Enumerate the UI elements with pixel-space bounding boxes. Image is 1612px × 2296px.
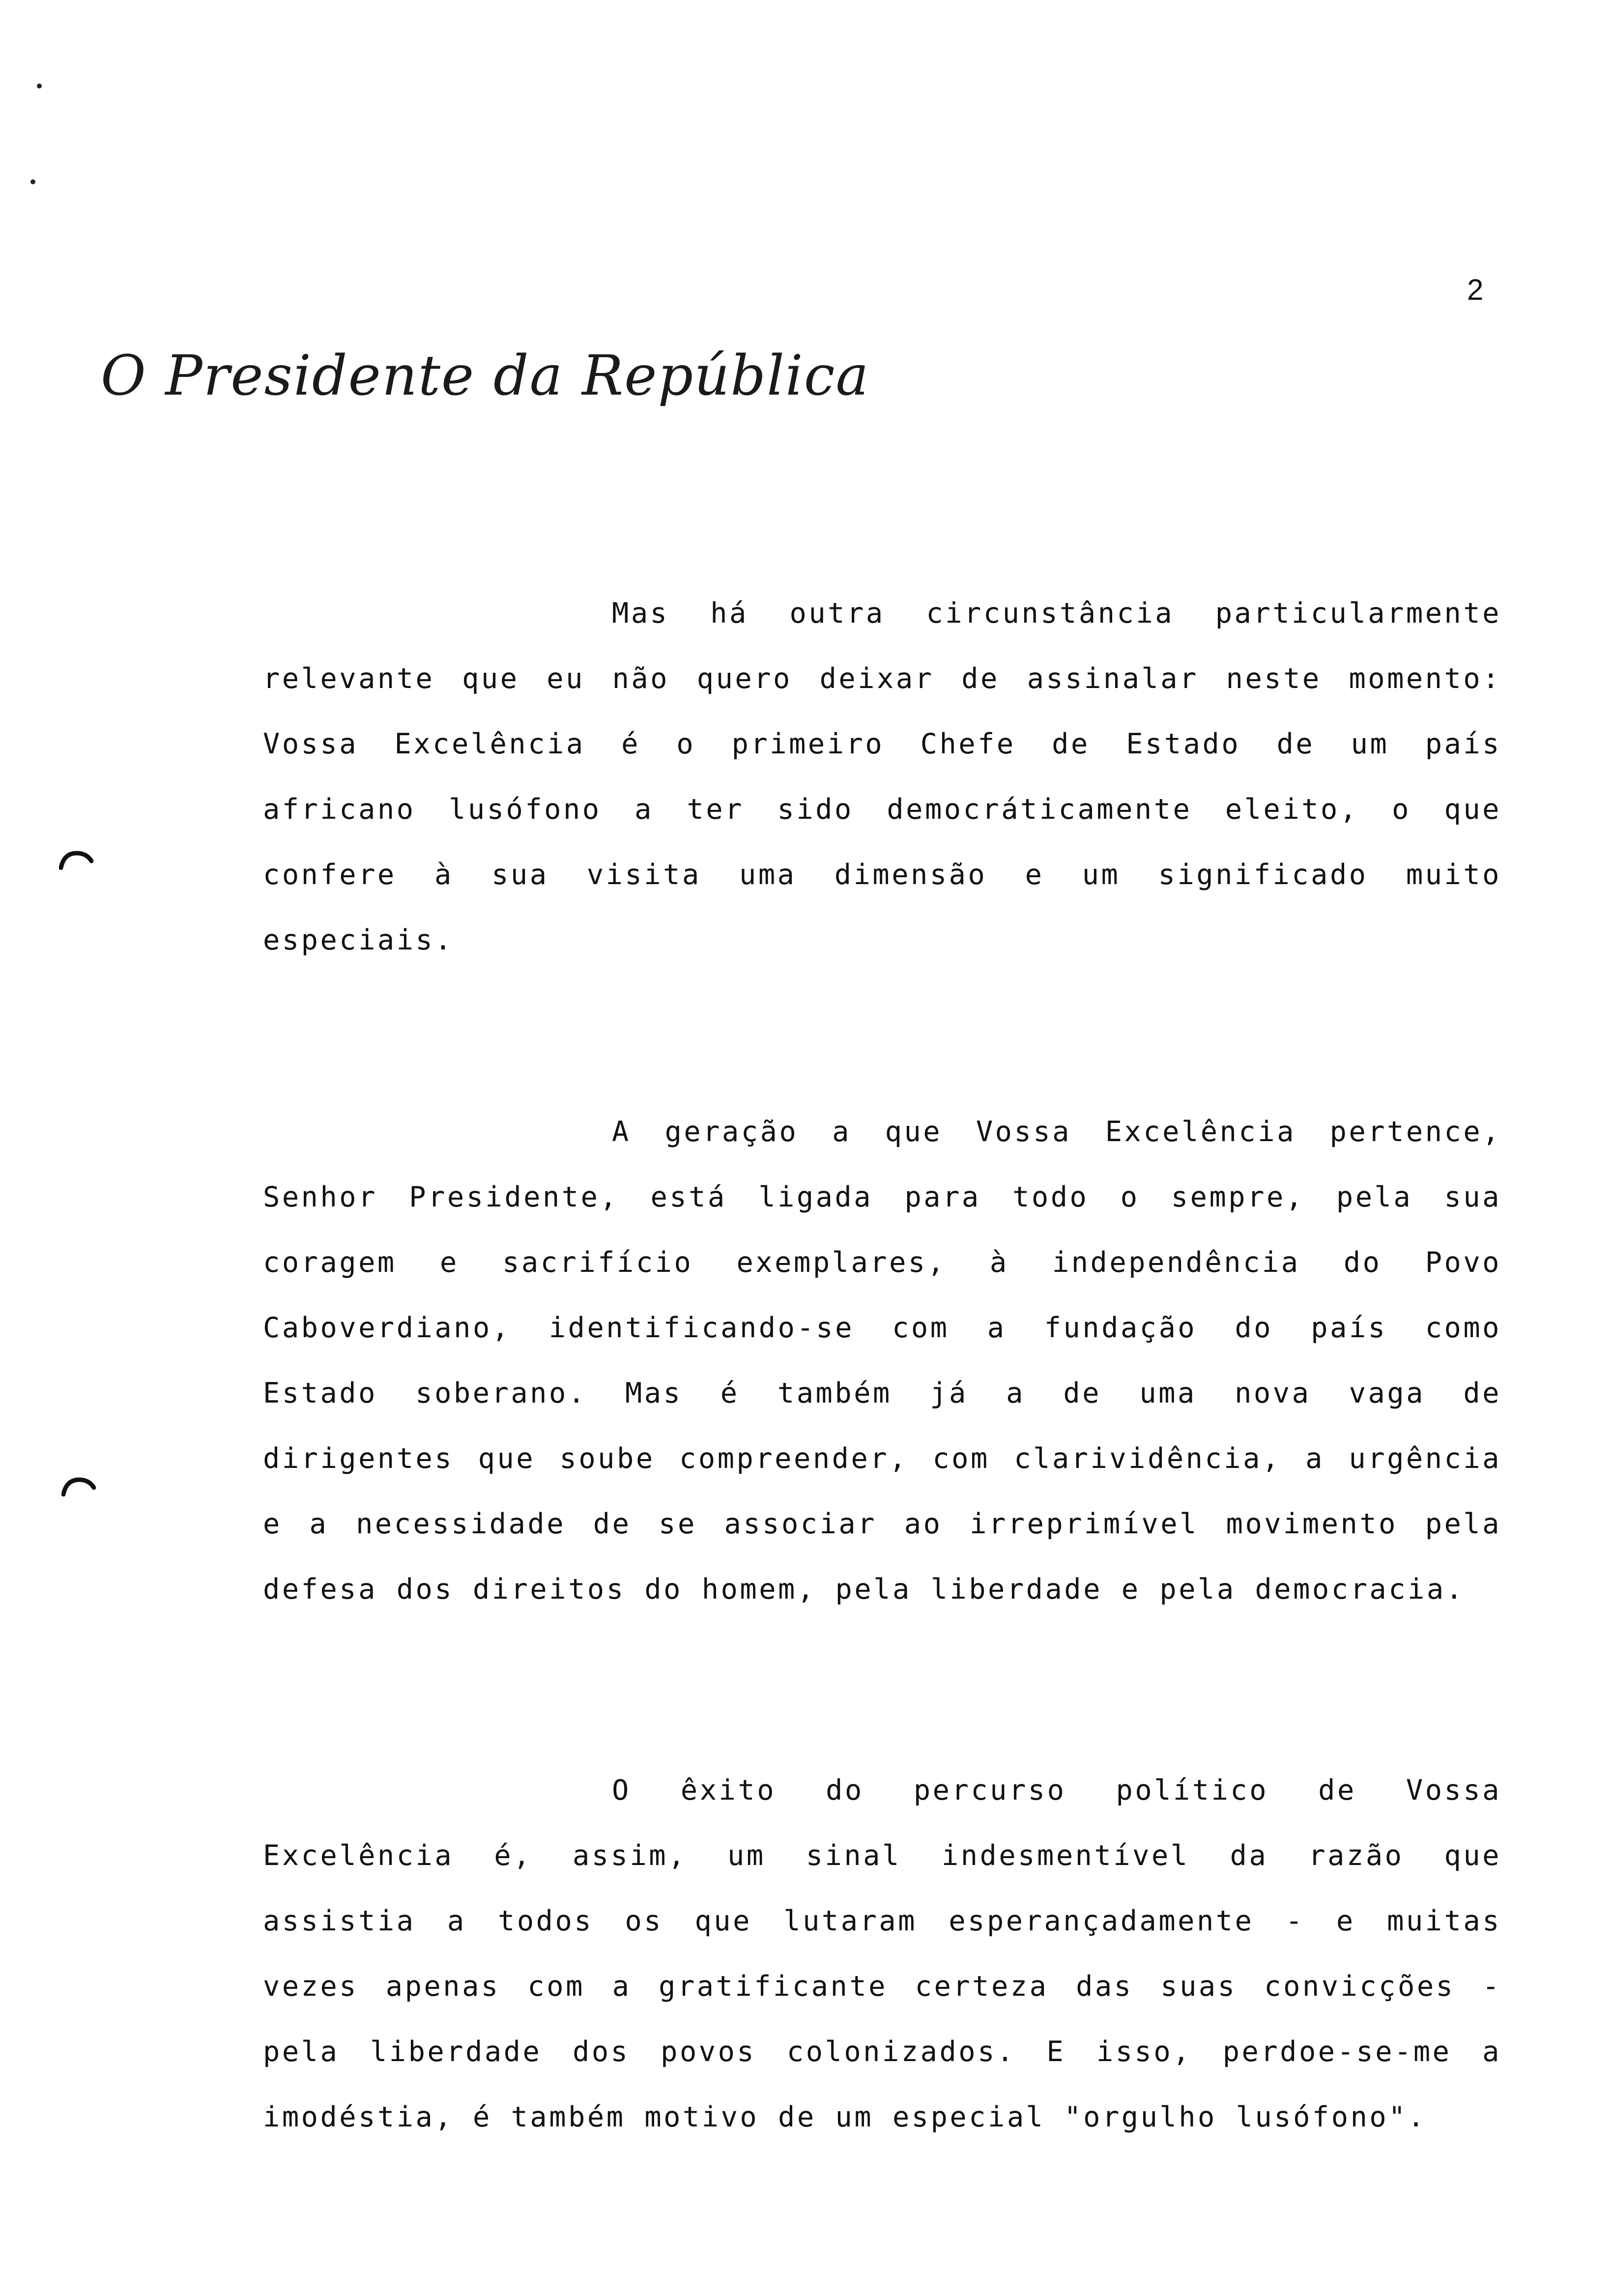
scan-mark xyxy=(37,84,42,88)
paragraph: Mas há outra circunstância particularmente relevante que eu não quero deixar de assinalar neste momento: Vossa Excelência é o primeiro Chefe de Estado de um país africano lusófono a ter sido democráticamente eleito, o que confere à sua visita uma dimensão e um significado muito especiais. xyxy=(263,597,1501,956)
binding-hole-mark xyxy=(61,1477,96,1496)
letterhead: O Presidente da República xyxy=(101,344,870,408)
binding-hole-mark xyxy=(59,850,93,870)
page-number: 2 xyxy=(1467,273,1484,306)
scan-mark xyxy=(30,179,35,184)
paragraph: A geração a que Vossa Excelência pertence, Senhor Presidente, está ligada para todo o sempre, pela sua coragem e sacrifício exemplares, à independência do Povo Caboverdiano, identificando-se com a fundação do país como Estado soberano. Mas é também já a de uma nova vaga de dirigentes que soube compreender, com clarividência, a urgência e a necessidade de se associar ao irreprimível movimento pela defesa dos direitos do homem, pela liberdade e pela democracia. xyxy=(263,1116,1501,1606)
paragraph: O êxito do percurso político de Vossa Excelência é, assim, um sinal indesmentível da razão que assistia a todos os que lutaram esperançadamente - e muitas vezes apenas com a gratificante certeza das suas convicções - pela liberdade dos povos colonizados. E isso, perdoe-se-me a imodéstia, é também motivo de um especial "orgulho lusófono". xyxy=(263,1774,1501,2133)
